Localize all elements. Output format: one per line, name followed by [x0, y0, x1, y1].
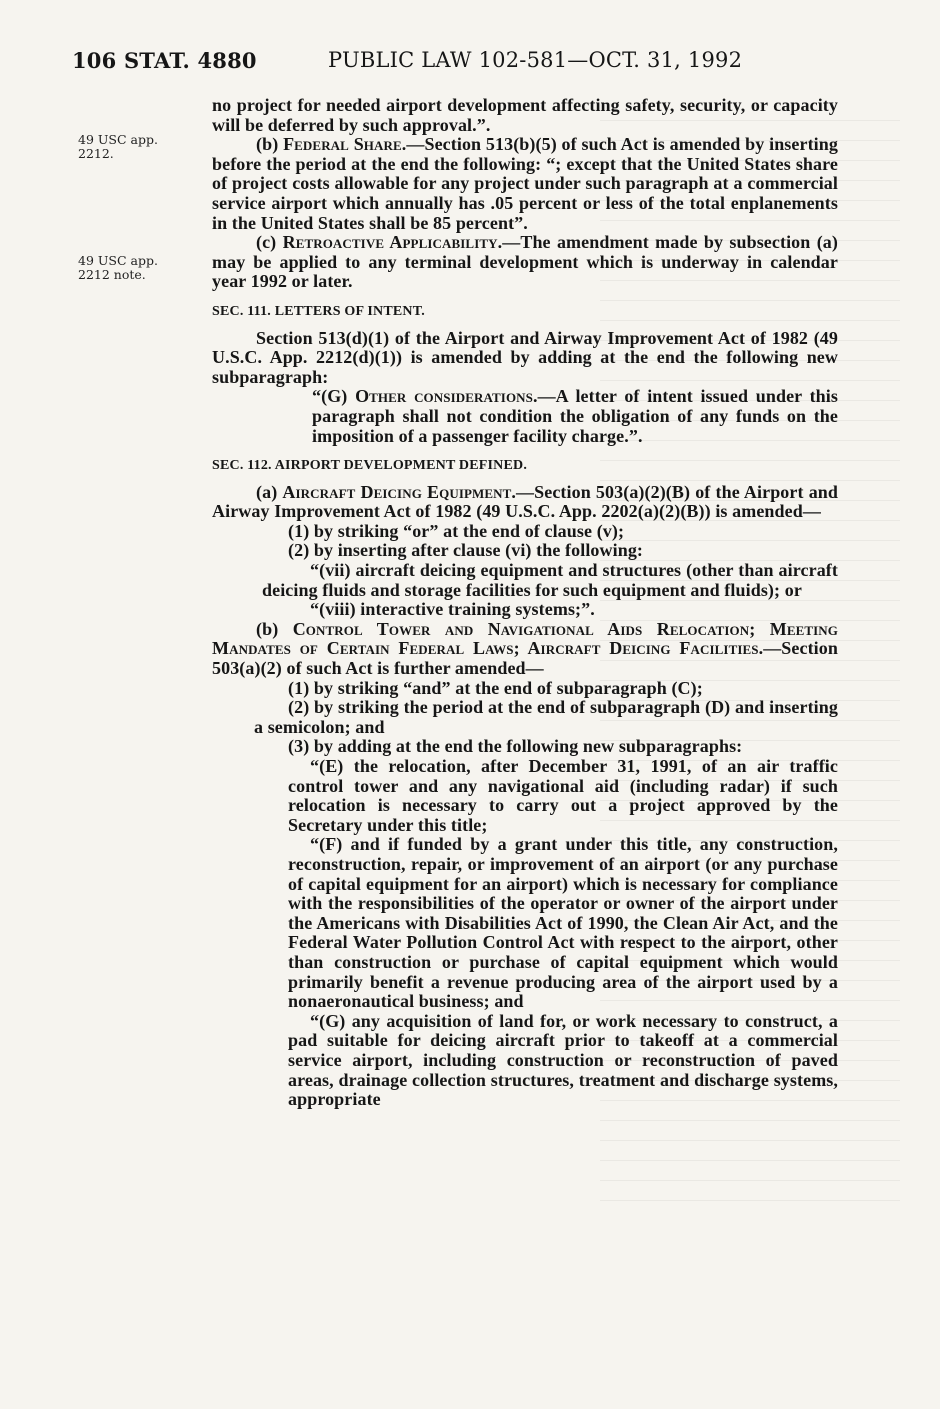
subsection-text: —The amendment made by subsection (a) may be applied to any terminal development which is underway in calendar year 1992 or later. — [212, 232, 838, 292]
subsection-b-control-tower — [212, 620, 838, 679]
margin-note-line: 2212 note. — [78, 267, 146, 282]
subsection-heading: Federal Share. — [283, 134, 407, 155]
paragraph-item: (2) by striking the period at the end of subparagraph (D) and inserting a semicolon; and — [254, 697, 838, 737]
subparagraph-f: “(F) and if funded by a grant under this title, any construction, reconstruction, repair, or improvement of an airport (or any purchase of capital equipment for an airport) which is necessary for compliance with the responsibilities of the operator or owner of the airport under the Americans with Disabilities Act of 1990, the Clean Air Act, and the Federal Water Pollution Control Act with respect to the airport, other than construction or purchase of capital equipment which would primarily benefit a revenue producing area of the airport used by a nonaeronautical business; and — [288, 834, 838, 1012]
subsection-heading: Retroactive Applicability. — [282, 232, 503, 253]
subsection-text: —Section 503(a)(2) of such Act is further amended— — [212, 638, 838, 679]
subsection-label: (b) — [256, 134, 284, 155]
subsection-heading: Control Tower and Navigational Aids Relocation; Meeting Mandates of Certain Federal Laws; Aircraft Deicing Facilities. — [212, 618, 838, 659]
paragraph-item: (3) by adding at the end the following new subparagraphs: — [288, 736, 743, 757]
margin-note-usc-2212 — [78, 133, 198, 161]
paragraph-item: (2) by inserting after clause (vi) the following: — [288, 540, 644, 561]
clause-vii: “(vii) aircraft deicing equipment and structures (other than aircraft deicing fluids and storage facilities for such equipment and fluids); or — [262, 560, 838, 600]
subsection-text: —Section 503(a)(2)(B) of the Airport and Airway Improvement Act of 1982 (49 U.S.C. App. 2202(a)(2)(B)) is amended— — [212, 481, 839, 522]
subsection-label: (c) — [256, 232, 283, 253]
section-112-heading: SEC. 112. AIRPORT DEVELOPMENT DEFINED. — [212, 458, 528, 474]
subsection-a-deicing-equipment — [212, 483, 838, 522]
page-header — [0, 48, 940, 78]
section-111-subparagraph-g — [212, 387, 838, 446]
public-law-citation: PUBLIC LAW 102-581—OCT. 31, 1992 — [328, 48, 743, 72]
subsection-b-federal-share — [212, 135, 838, 233]
subparagraph-e: “(E) the relocation, after December 31, 1991, of an air traffic control tower and any navigational aid (including radar) if such relocation is necessary to carry out a project approved by the Secretary under this title; — [288, 756, 838, 835]
subsection-text: —Section 513(b)(5) of such Act is amended by inserting before the period at the end the following: “; except that the United States share of project costs allowable for any project under such paragraph at a commercial service airport which annually has .05 percent or less of the total enplanements in the United States shall be 85 percent”. — [212, 134, 838, 233]
subparagraph-g: “(G) any acquisition of land for, or work necessary to construct, a pad suitable for deicing aircraft prior to takeoff at a commercial service airport, including construction or reconstruction of paved areas, drainage collection structures, treatment and discharge systems, appropriate — [288, 1010, 838, 1110]
subparagraph-text: —A letter of intent issued under this paragraph shall not condition the obligation of any funds on the imposition of a passenger facility charge.”. — [312, 386, 838, 446]
subparagraph-label: “(G) — [312, 386, 356, 407]
subsection-label: (a) — [256, 481, 283, 502]
section-111-heading: SEC. 111. LETTERS OF INTENT. — [212, 303, 425, 319]
margin-note-line: 2212. — [78, 146, 114, 161]
margin-note-line: 49 USC app. — [78, 132, 158, 147]
subsection-c-retroactive — [212, 233, 838, 292]
margin-note-usc-2212-note — [78, 254, 198, 282]
body-text-column — [212, 96, 838, 1110]
subsection-heading: Aircraft Deicing Equipment. — [282, 481, 517, 502]
paragraph-item: (1) by striking “or” at the end of clause (v); — [288, 520, 625, 541]
subparagraph-heading: Other considerations. — [355, 386, 538, 407]
intro-paragraph: no project for needed airport development affecting safety, security, or capacity will be deferred by such approval.”. — [212, 95, 838, 135]
paragraph-item: (1) by striking “and” at the end of subparagraph (C); — [288, 677, 703, 698]
subsection-label: (b) — [256, 618, 293, 639]
margin-note-line: 49 USC app. — [78, 253, 158, 268]
stat-page-number: 106 STAT. 4880 — [72, 48, 257, 73]
clause-viii: “(viii) interactive training systems;”. — [310, 599, 595, 620]
section-111-paragraph: Section 513(d)(1) of the Airport and Airway Improvement Act of 1982 (49 U.S.C. App. 2212(d)(1)) is amended by adding at the end the following new subparagraph: — [212, 327, 838, 387]
